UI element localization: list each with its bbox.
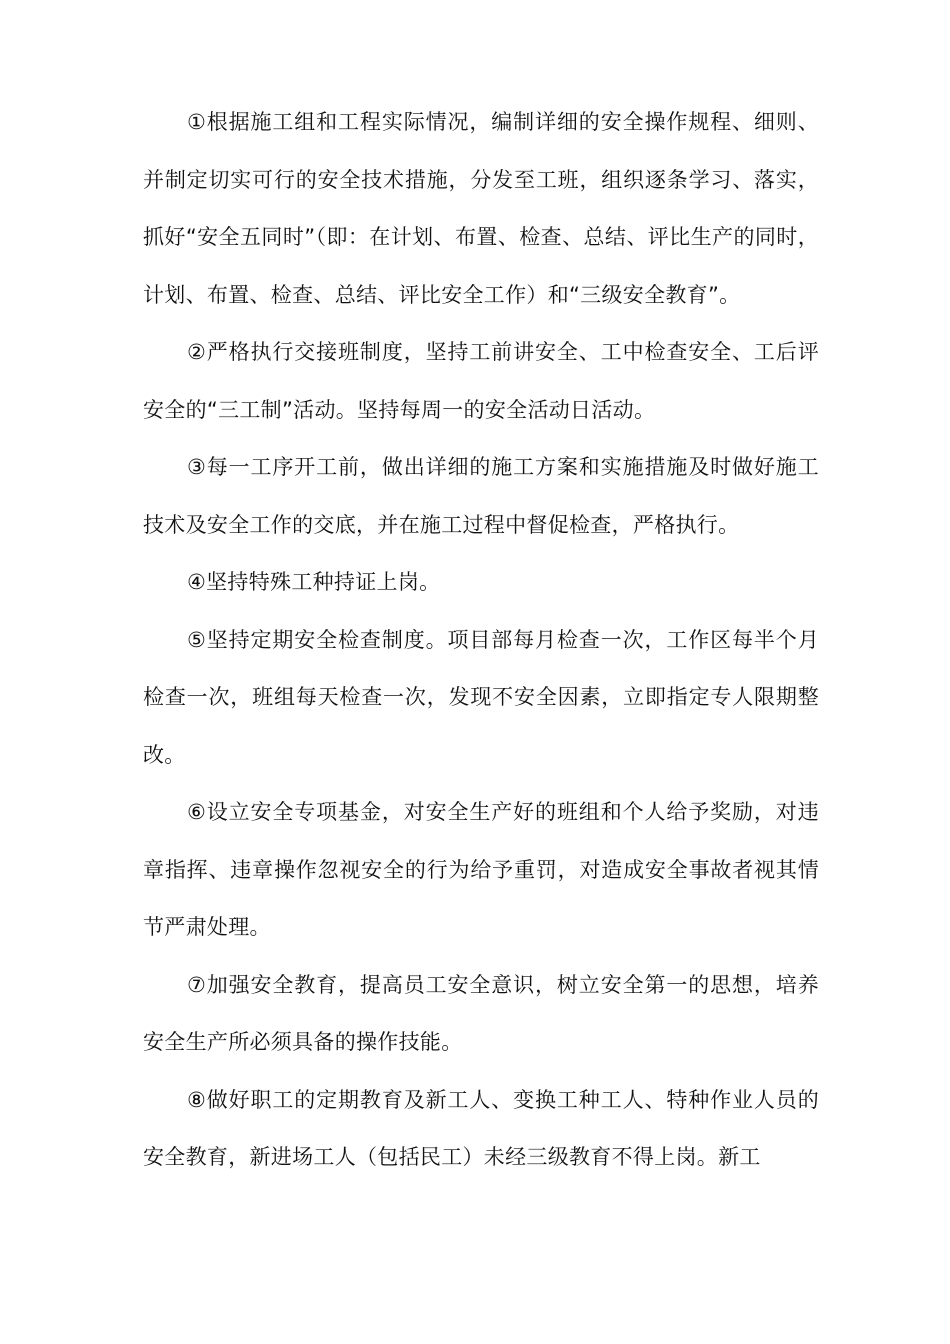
paragraph-2: ②严格执行交接班制度，坚持工前讲安全、工中检查安全、工后评安全的“三工制”活动。坚持每周一的安全活动日活动。 (143, 340, 819, 422)
paragraph-1: ①根据施工组和工程实际情况，编制详细的安全操作规程、细则、并制定切实可行的安全技术措施，分发至工班，组织逐条学习、落实，抓好“安全五同时”（即：在计划、布置、检查、总结、评比生产的同时，计划、布置、检查、总结、评比安全工作）和“三级安全教育”。 (143, 110, 819, 307)
paragraph-5: ⑤坚持定期安全检查制度。项目部每月检查一次，工作区每半个月检查一次，班组每天检查一次，发现不安全因素，立即指定专人限期整改。 (143, 627, 819, 767)
paragraph-7: ⑦加强安全教育，提高员工安全意识，树立安全第一的思想，培养安全生产所必须具备的操作技能。 (143, 972, 819, 1054)
paragraph-8: ⑧做好职工的定期教育及新工人、变换工种工人、特种作业人员的安全教育，新进场工人（包括民工）未经三级教育不得上岗。新工 (143, 1087, 819, 1169)
paragraph-6: ⑥设立安全专项基金，对安全生产好的班组和个人给予奖励，对违章指挥、违章操作忽视安全的行为给予重罚，对造成安全事故者视其情节严肃处理。 (143, 800, 819, 939)
document-body (143, 94, 819, 1187)
paragraph-4: ④坚持特殊工种持证上岗。 (187, 570, 441, 594)
paragraph-3: ③每一工序开工前，做出详细的施工方案和实施措施及时做好施工技术及安全工作的交底，并在施工过程中督促检查，严格执行。 (143, 455, 819, 537)
